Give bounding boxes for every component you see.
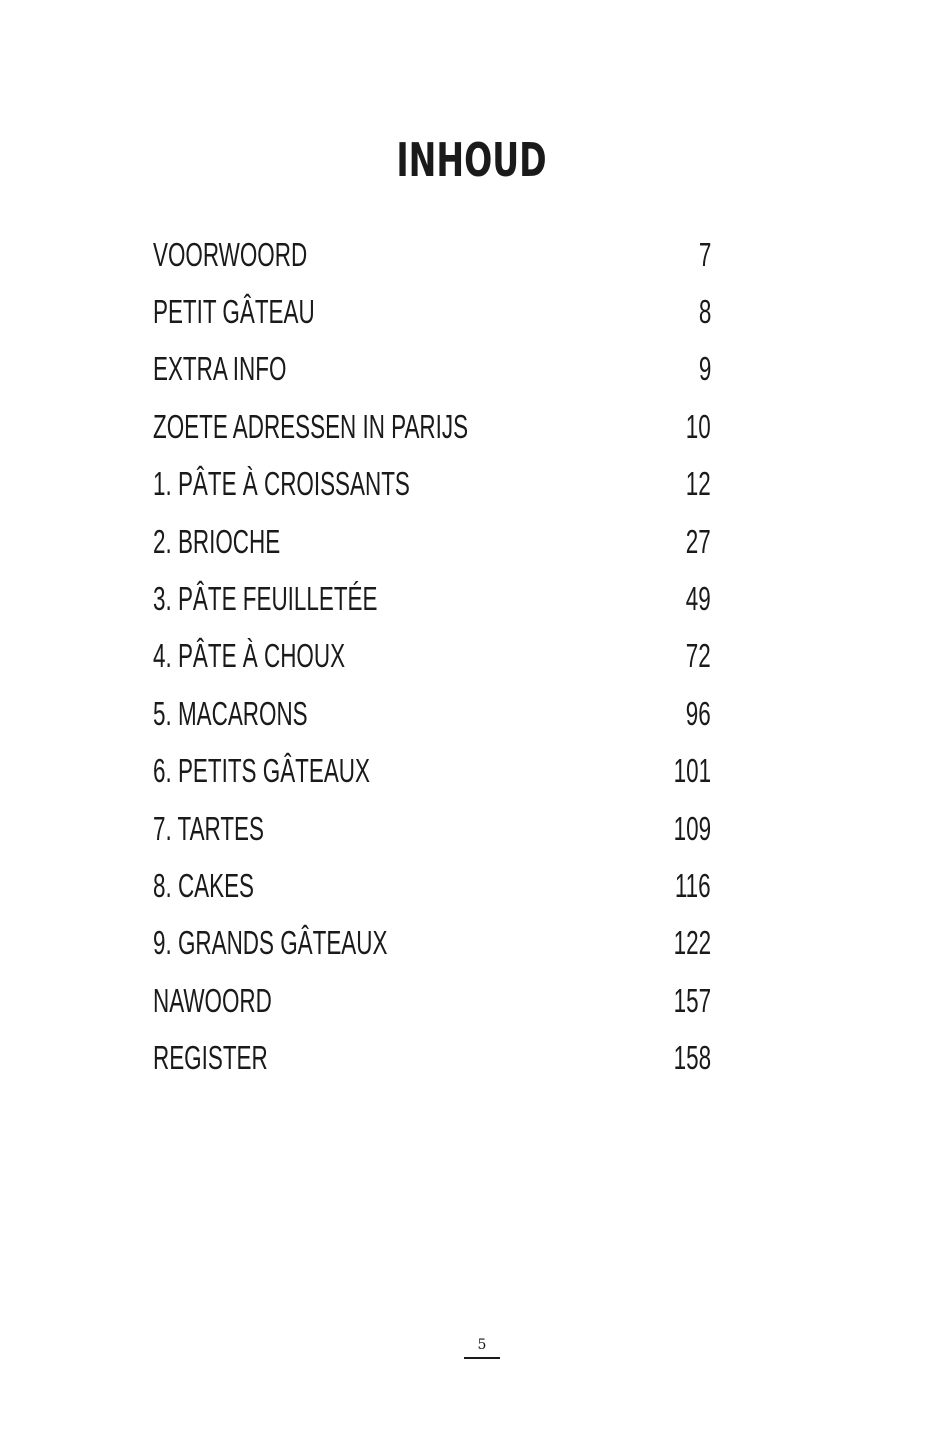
toc-entry <box>153 915 711 972</box>
toc-entry-page: 109 <box>673 809 711 847</box>
table-of-contents <box>153 226 711 1087</box>
toc-entry-label: REGISTER <box>153 1039 268 1077</box>
toc-entry-page: 10 <box>686 407 711 445</box>
toc-entry-page: 27 <box>686 522 711 560</box>
toc-entry-label: EXTRA INFO <box>153 350 287 388</box>
toc-entry <box>153 972 711 1029</box>
toc-entry-page: 8 <box>698 293 711 331</box>
toc-entry-label: 4. PÂTE À CHOUX <box>153 637 346 675</box>
toc-entry-label: NAWOORD <box>153 981 272 1019</box>
toc-entry <box>153 1029 711 1086</box>
toc-entry-label: 7. TARTES <box>153 809 264 847</box>
toc-entry-page: 9 <box>698 350 711 388</box>
toc-entry <box>153 513 711 570</box>
toc-entry-page: 7 <box>698 235 711 273</box>
toc-entry-page: 49 <box>686 580 711 618</box>
toc-entry <box>153 628 711 685</box>
toc-entry-page: 96 <box>686 694 711 732</box>
toc-entry-label: 6. PETITS GÂTEAUX <box>153 752 370 790</box>
toc-entry <box>153 341 711 398</box>
toc-entry-page: 72 <box>686 637 711 675</box>
page-number: 5 <box>477 1337 487 1353</box>
toc-entry-label: VOORWOORD <box>153 235 308 273</box>
toc-entry <box>153 857 711 914</box>
toc-entry-page: 12 <box>686 465 711 503</box>
toc-entry <box>153 398 711 455</box>
page-title: INHOUD <box>396 133 547 187</box>
toc-entry-label: 3. PÂTE FEUILLETÉE <box>153 580 378 618</box>
toc-entry-page: 158 <box>673 1039 711 1077</box>
toc-entry <box>153 685 711 742</box>
toc-entry-page: 122 <box>673 924 711 962</box>
toc-entry <box>153 570 711 627</box>
toc-entry-label: 9. GRANDS GÂTEAUX <box>153 924 388 962</box>
toc-entry-label: PETIT GÂTEAU <box>153 293 315 331</box>
toc-entry-page: 116 <box>675 866 711 904</box>
toc-entry <box>153 743 711 800</box>
page-number-rule <box>464 1357 500 1359</box>
toc-entry <box>153 456 711 513</box>
toc-entry <box>153 283 711 340</box>
toc-entry <box>153 226 711 283</box>
toc-entry-label: 1. PÂTE À CROISSANTS <box>153 465 410 503</box>
toc-entry-label: 2. BRIOCHE <box>153 522 281 560</box>
toc-entry-page: 157 <box>673 981 711 1019</box>
toc-entry-page: 101 <box>673 752 711 790</box>
toc-entry-label: 5. MACARONS <box>153 694 308 732</box>
toc-entry-label: ZOETE ADRESSEN IN PARIJS <box>153 407 469 445</box>
toc-entry-label: 8. CAKES <box>153 866 255 904</box>
toc-entry <box>153 800 711 857</box>
